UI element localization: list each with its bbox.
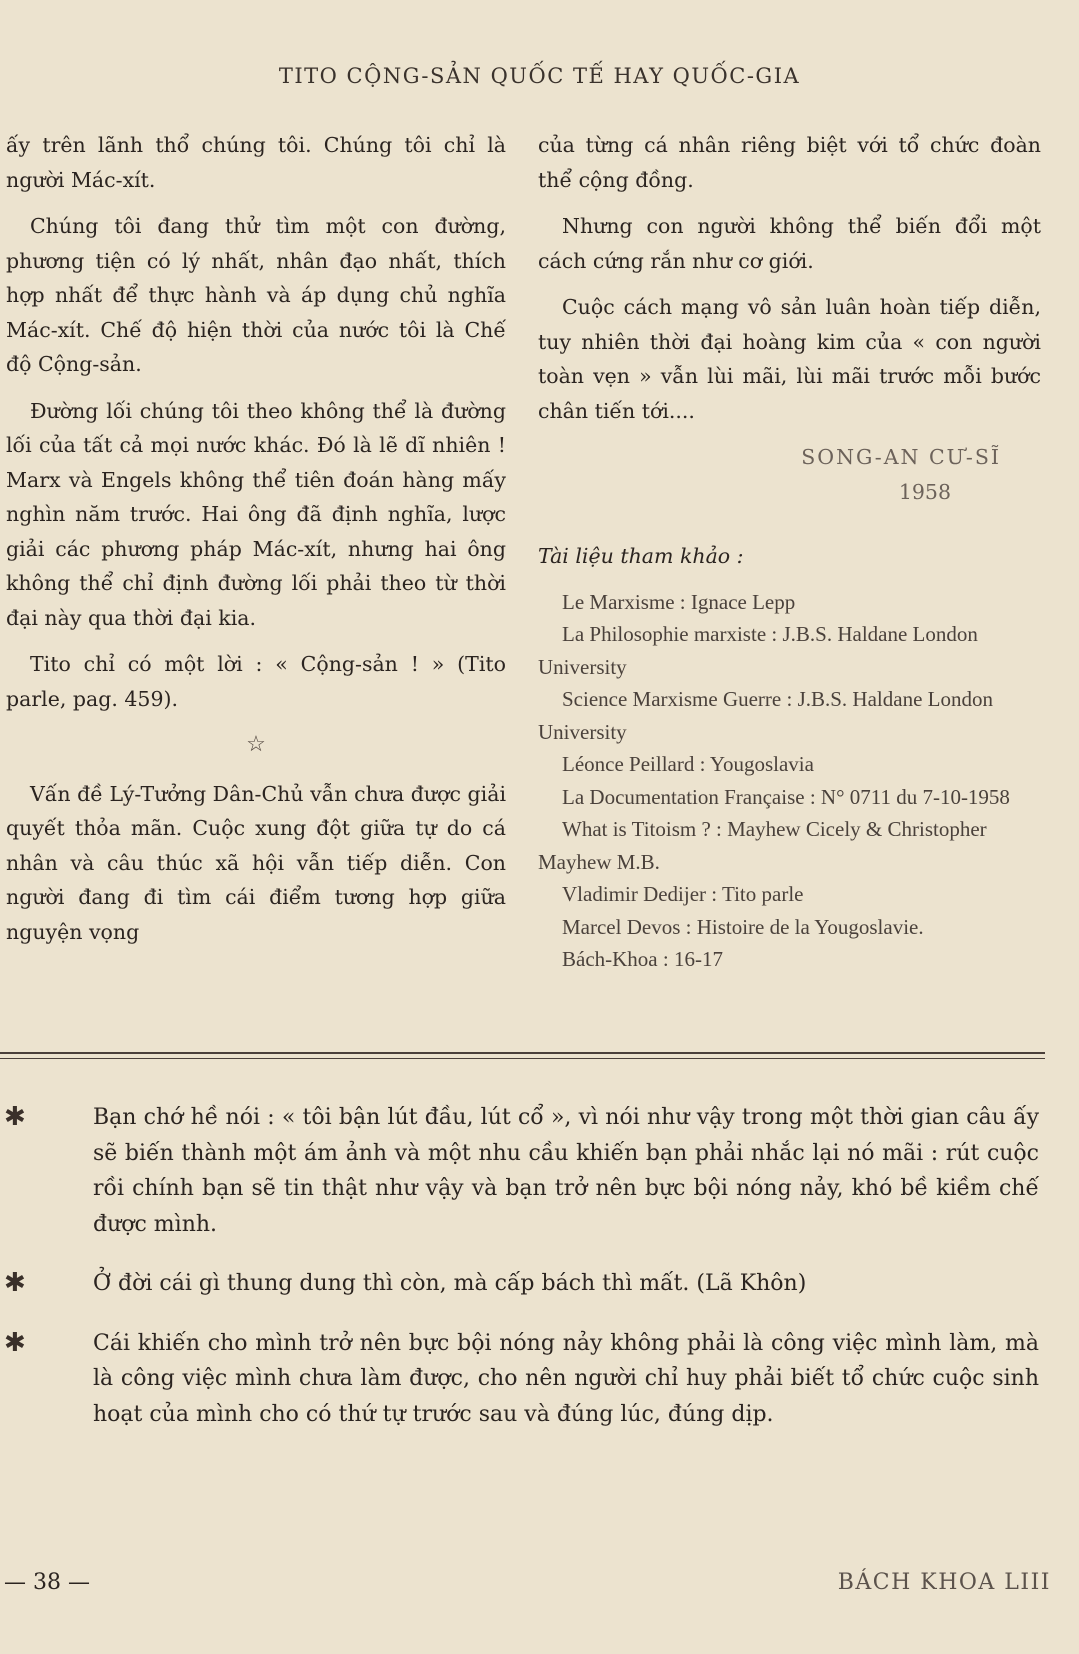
right-column (538, 128, 1041, 976)
signature-year: 1958 (898, 479, 951, 504)
reference-item: Le Marxisme : Ignace Lepp (562, 589, 796, 614)
magazine-name: BÁCH KHOA LIII (837, 1570, 1051, 1595)
section-divider (0, 1052, 1045, 1054)
quotes-section (0, 1100, 1079, 1456)
paragraph: Cuộc cách mạng vô sản luân hoàn tiếp diễn, tuy nhiên thời đại hoàng kim của « con người toàn vẹn » vẫn lùi mãi, lùi mãi trước mỗi bước chân tiến tới.... (538, 295, 1041, 423)
quote-item (0, 1266, 1079, 1302)
paragraph: Đường lối chúng tôi theo không thể là đường lối của tất cả mọi nước khác. Đó là lẽ dĩ nhiên ! Marx và Engels không thể tiên đoán hàng mấy nghìn năm trước. Hai ông đã định nghĩa, lược giải các phương pháp Mác-xít, nhưng hai ông không thể chỉ định đường lối phải theo từ thời đại này qua thời đại kia. (6, 398, 506, 630)
running-header: TITO CỘNG-SẢN QUỐC TẾ HAY QUỐC-GIA (278, 64, 801, 88)
quote-item (0, 1100, 1079, 1242)
paragraph: của từng cá nhân riêng biệt với tổ chức đoàn thể cộng đồng. (538, 133, 1041, 192)
quote-text: Cái khiến cho mình trở nên bực bội nóng nảy không phải là công việc mình làm, mà là công việc mình chưa làm được, cho nên người chỉ huy phải biết tổ chức cuộc sinh hoạt của mình cho có thứ tự trước sau và đúng lúc, đúng dịp. (93, 1330, 1039, 1427)
paragraph: Vấn đề Lý-Tưởng Dân-Chủ vẫn chưa được giải quyết thỏa mãn. Cuộc xung đột giữa tự do cá nhân và câu thúc xã hội vẫn tiếp diễn. Con người đang đi tìm cái điểm tương hợp giữa nguyện vọng (6, 781, 506, 944)
quote-text: Ở đời cái gì thung dung thì còn, mà cấp bách thì mất. (Lã Khôn) (93, 1271, 807, 1296)
reference-item: Léonce Peillard : Yougoslavia (562, 752, 814, 776)
paragraph: Chúng tôi đang thử tìm một con đường, phương tiện có lý nhất, nhân đạo nhất, thích hợp nhất để thực hành và áp dụng chủ nghĩa Mác-xít. Chế độ hiện thời của nước tôi là Chế độ Cộng-sản. (6, 214, 506, 376)
reference-item: Science Marxisme Guerre : J.B.S. Haldane London University (538, 687, 993, 744)
paragraph: Tito chỉ có một lời : « Cộng-sản ! » (Tito parle, pag. 459). (6, 652, 506, 711)
paragraph: Nhưng con người không thể biến đổi một cách cứng rắn như cơ giới. (538, 214, 1041, 273)
star-divider-icon: ☆ (246, 732, 266, 757)
page-number: — 38 — (4, 1570, 90, 1595)
reference-item: La Documentation Française : N° 0711 du 7-10-1958 (562, 784, 1010, 809)
asterisk-bullet-icon: ✱ (4, 1102, 26, 1132)
reference-item: Bách-Khoa : 16-17 (562, 947, 723, 971)
paragraph: ấy trên lãnh thổ chúng tôi. Chúng tôi chỉ là người Mác-xít. (6, 133, 506, 192)
reference-item: Vladimir Dedijer : Tito parle (562, 882, 804, 906)
references-title: Tài liệu tham khảo : (538, 544, 744, 568)
reference-item: La Philosophie marxiste : J.B.S. Haldane London University (538, 622, 978, 679)
asterisk-bullet-icon: ✱ (4, 1268, 26, 1298)
section-divider-thin (0, 1058, 1045, 1059)
quote-item (0, 1326, 1079, 1433)
author-signature: SONG-AN CƯ-SĨ (801, 445, 1001, 469)
reference-item: What is Titoism ? : Mayhew Cicely & Christopher Mayhew M.B. (538, 817, 987, 874)
quote-text: Bạn chớ hề nói : « tôi bận lút đầu, lút cổ », vì nói như vậy trong một thời gian câu ấy sẽ biến thành một ám ảnh và một nhu cầu khiến bạn phải nhắc lại nó mãi : rút cuộc rồi chính bạn sẽ tin thật như vậy và bạn trở nên bực bội nóng nảy, khó bề kiềm chế được mình. (93, 1105, 1039, 1237)
asterisk-bullet-icon: ✱ (4, 1327, 26, 1358)
left-column (6, 128, 506, 961)
reference-item: Marcel Devos : Histoire de la Yougoslavie. (562, 914, 924, 939)
